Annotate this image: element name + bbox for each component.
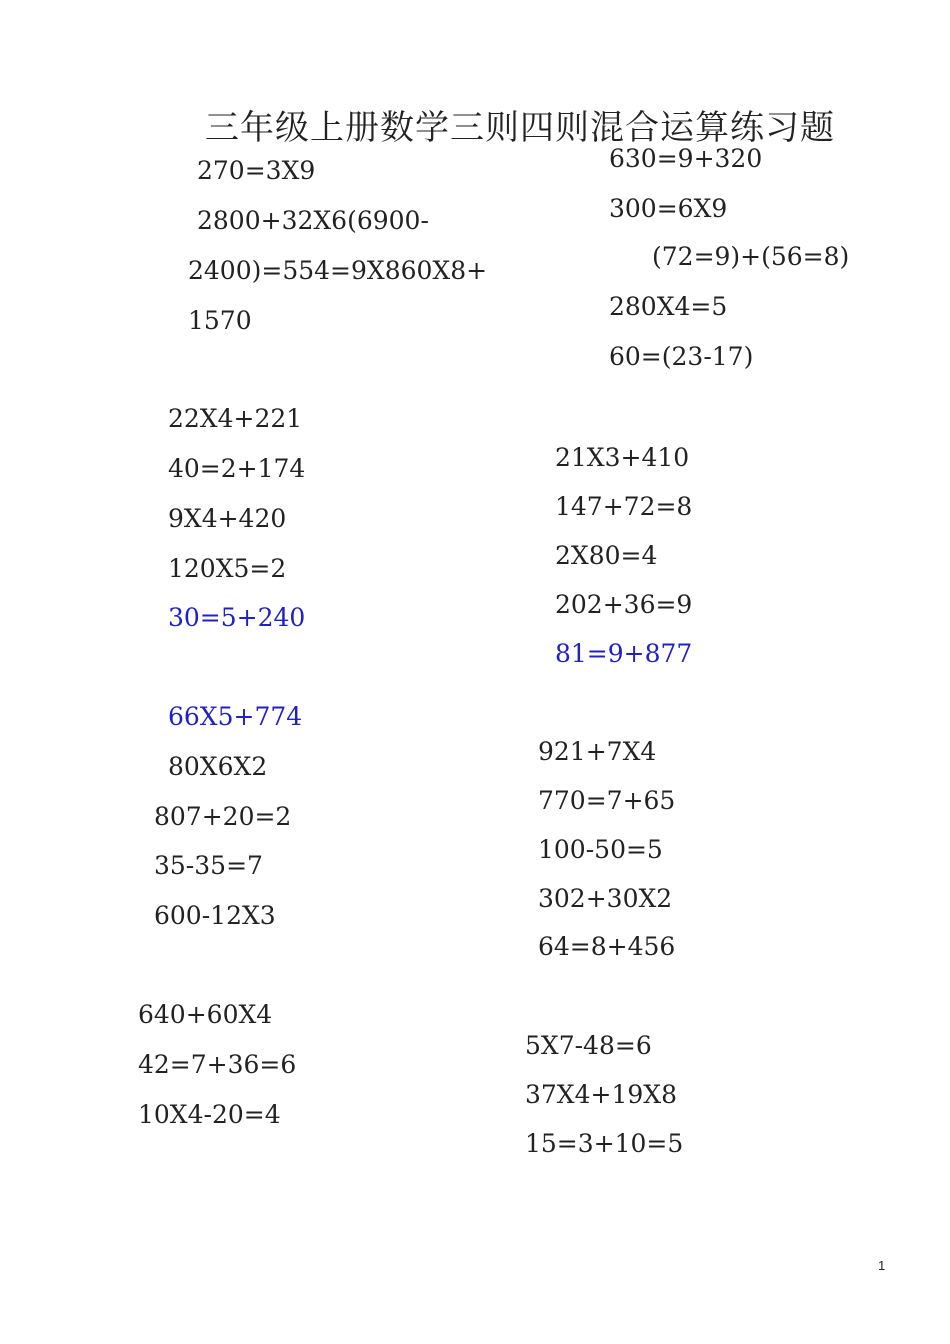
exercise-line: 9X4+420 bbox=[168, 504, 287, 533]
exercise-line: 5X7-48=6 bbox=[525, 1031, 652, 1060]
exercise-line: 921+7X4 bbox=[538, 737, 657, 766]
exercise-line: 100-50=5 bbox=[538, 835, 663, 864]
exercise-line: 21X3+410 bbox=[555, 443, 690, 472]
exercise-line-highlight: 81=9+877 bbox=[555, 639, 693, 668]
exercise-line: 630=9+320 bbox=[609, 144, 763, 173]
exercise-line: 42=7+36=6 bbox=[138, 1050, 297, 1079]
exercise-line: 22X4+221 bbox=[168, 404, 303, 433]
exercise-line-highlight: 66X5+774 bbox=[168, 702, 303, 731]
exercise-line: 64=8+456 bbox=[538, 932, 676, 961]
exercise-line: 37X4+19X8 bbox=[525, 1080, 677, 1109]
exercise-line: 300=6X9 bbox=[609, 194, 728, 223]
exercise-line: 120X5=2 bbox=[168, 554, 287, 583]
exercise-line: 147+72=8 bbox=[555, 492, 693, 521]
exercise-line: 1570 bbox=[188, 306, 252, 335]
exercise-line: (72=9)+(56=8) bbox=[652, 242, 850, 271]
exercise-line: 302+30X2 bbox=[538, 884, 673, 913]
exercise-line: 640+60X4 bbox=[138, 1000, 273, 1029]
exercise-line: 40=2+174 bbox=[168, 454, 306, 483]
exercise-line: 2X80=4 bbox=[555, 541, 658, 570]
exercise-line: 80X6X2 bbox=[168, 752, 268, 781]
exercise-line: 15=3+10=5 bbox=[525, 1129, 684, 1158]
exercise-line: 770=7+65 bbox=[538, 786, 676, 815]
exercise-line: 202+36=9 bbox=[555, 590, 693, 619]
exercise-line: 2800+32X6(6900- bbox=[197, 206, 429, 235]
exercise-line: 60=(23-17) bbox=[609, 342, 754, 371]
exercise-line: 600-12X3 bbox=[154, 901, 276, 930]
page-number: 1 bbox=[878, 1258, 886, 1273]
exercise-line: 35-35=7 bbox=[154, 851, 263, 880]
page-title: 三年级上册数学三则四则混合运算练习题 bbox=[205, 108, 835, 148]
exercise-line: 807+20=2 bbox=[154, 802, 292, 831]
exercise-line-highlight: 30=5+240 bbox=[168, 603, 306, 632]
exercise-line: 270=3X9 bbox=[197, 156, 316, 185]
exercise-line: 2400)=554=9X860X8+ bbox=[188, 256, 488, 285]
exercise-line: 10X4-20=4 bbox=[138, 1100, 281, 1129]
exercise-line: 280X4=5 bbox=[609, 292, 728, 321]
